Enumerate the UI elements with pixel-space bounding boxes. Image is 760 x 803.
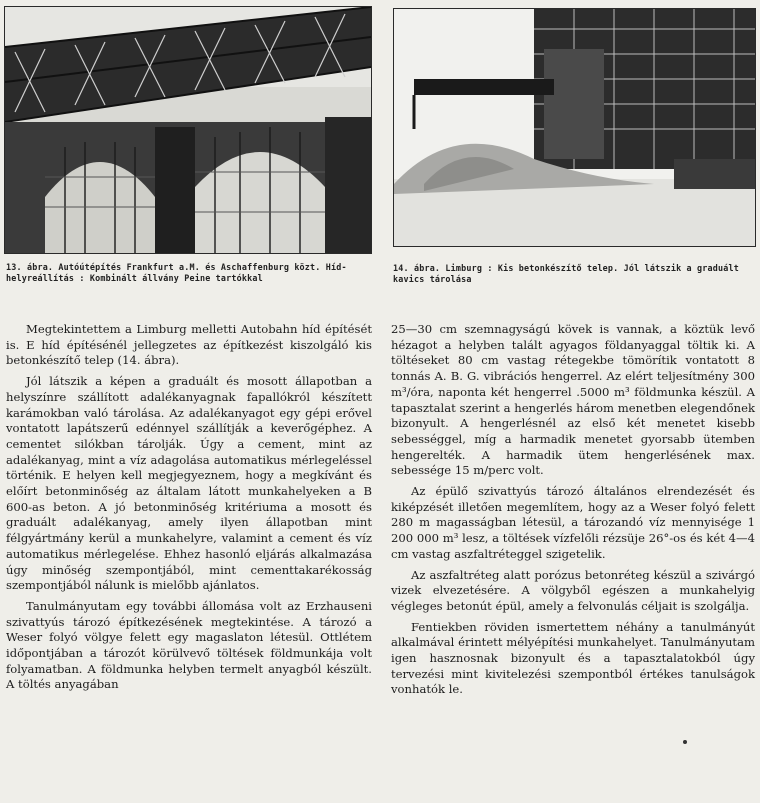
paragraph: Tanulmányutam egy további állomása volt az Erzhauseni szivattyús tározó építkezésének megtekintése. A tározó a Weser folyó völgye felett egy magaslaton létesül. Ottlétem időpontjában a tározót körülvevő töltések földmunkája volt folyamatban. A földmunka helyben termelt anyagból készült. A töltés anyagában — [6, 598, 372, 692]
figure-14-photo-concrete-plant — [393, 8, 756, 247]
paragraph: 25—30 cm szemnagyságú kövek is vannak, a köztük levő hézagot a helyben talált agyagos földanyaggal töltik ki. A töltéseket 80 cm vastag rétegekbe tömörítik vontatott 8 tonnás A. B. G. vibrációs hengerrel. Az elért teljesítmény 300 m³/óra, naponta két hengerrel .5000 m³ földmunka készül. A tapasztalat szerint a hengerlés három menetben elegendőnek bizonyult. A hengerlésnél az első két menetet kisebb sebességgel, míg a harmadik menetet gyorsabb ütemben hengerelték. A harmadik ütem hengerlésének max. sebessége 15 m/perc volt. — [391, 322, 755, 478]
paragraph: Megtekintettem a Limburg melletti Autobahn híd építését is. E híd építésénél jellegzetes az építkezést kiszolgáló kis betonkészítő telep (14. ábra). — [6, 322, 372, 368]
figure-14-caption: 14. ábra. Limburg : Kis betonkészítő telep. Jól látszik a graduált kavics tárolása — [393, 263, 739, 284]
figure-13-photo-bridge-scaffold — [4, 6, 372, 254]
end-mark-dot — [683, 740, 687, 744]
paragraph: Az épülő szivattyús tározó általános elrendezését és kiképzését illetően megemlítem, hogy az a Weser folyó felett 280 m magasságban létesül, a tározandó víz mennyisége 1 200 000 m³ lesz, a töltések vízfelőli rézsüje 26°-os és két 4—4 cm vastag aszfaltréteggel szigetelik. — [391, 484, 755, 561]
paragraph: Jól látszik a képen a graduált és mosott állapotban a helyszínre szállított adalékanyagnak fapallókról készített karámokban való tárolása. Az adalékanyagot egy gépi erővel vontatott lapátszerű edénnyel szállítják a keverőgéphez. A cementet silókban tárolják. Úgy a cement, mint az adalékanyag, mint a víz adagolása automatikus mérlegeléssel történik. E helyen kell megjegyeznem, hogy a megkívánt és előírt betonminőség az általam látott munkahelyeken a B 600-as beton. A jó betonminőség kritériuma a mosott és graduált adalékanyag, amely ilyen állapotban mint félgyártmány kerül a munkahelyre, valamint a cement és víz automatikus mérlegelése. Ehhez hasonló eljárás alkalmazása úgy minőség szempontjából, mint cementtakarékosság szempontjából nálunk is mielőbb ajánlatos. — [6, 374, 372, 593]
right-text-column — [391, 322, 755, 698]
paragraph: Fentiekben röviden ismertettem néhány a tanulmányút alkalmával érintett mélyépítési munkahelyet. Tanulmányutam igen hasznosnak bizonyult és a tapasztalatokból úgy tervezési mint kivitelezési szempontból értékes tanulságok vonhatók le. — [391, 619, 755, 697]
paragraph: Az aszfaltréteg alatt porózus betonréteg készül a szivárgó vizek elvezetésére. A völgyből egészen a munkahelyig végleges betonút épül, amely a felvonulás céljait is szolgálja. — [391, 567, 755, 613]
left-text-column — [6, 322, 372, 693]
figure-13-caption: 13. ábra. Autóútépítés Frankfurt a.M. és Aschaffenburg közt. Hídhelyreállítás : Kombinált állvány Peine tartókkal — [6, 262, 347, 283]
